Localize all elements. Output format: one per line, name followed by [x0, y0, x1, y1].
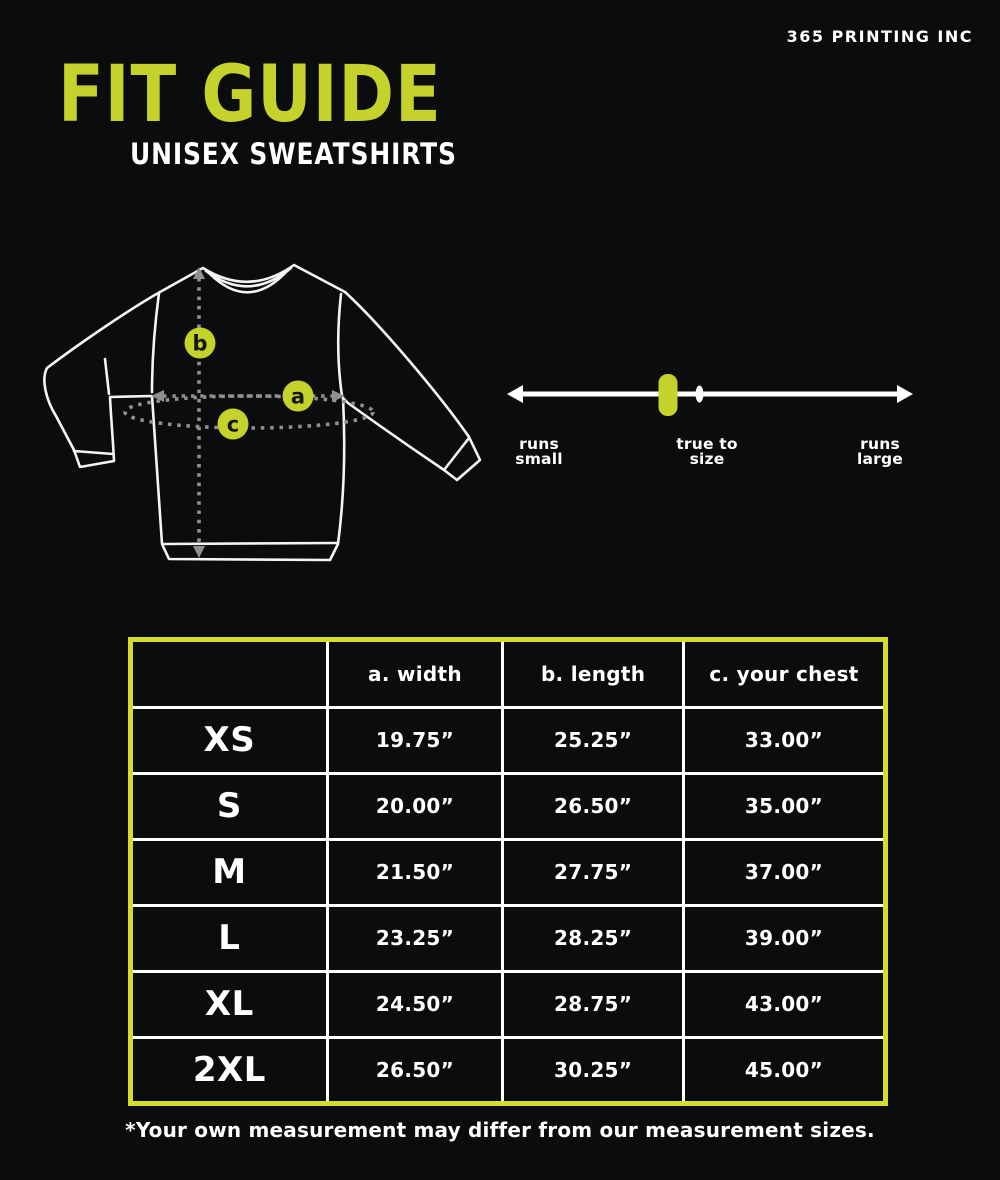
header-chest: c. your chest — [684, 642, 884, 708]
marker-b — [185, 328, 216, 359]
chest-value: 39.00” — [684, 905, 884, 971]
length-value: 25.25” — [503, 708, 684, 774]
size-label: XS — [133, 708, 327, 774]
size-table — [128, 637, 888, 1106]
chest-value: 35.00” — [684, 773, 884, 839]
width-value: 24.50” — [327, 971, 503, 1037]
table-row — [133, 905, 883, 971]
scale-marker-dot — [696, 386, 704, 403]
width-value: 23.25” — [327, 905, 503, 971]
size-label: S — [133, 773, 327, 839]
left-underarm-seam — [105, 359, 109, 394]
sweatshirt-diagram — [30, 240, 500, 590]
header-width: a. width — [327, 642, 503, 708]
length-value: 28.25” — [503, 905, 684, 971]
arrow-down-icon — [193, 546, 205, 558]
page-subtitle: UNISEX SWEATSHIRTS — [130, 137, 457, 171]
sweatshirt-outline — [44, 265, 480, 560]
marker-a-letter: a — [290, 384, 306, 409]
header-length: b. length — [503, 642, 684, 708]
length-value: 30.25” — [503, 1037, 684, 1101]
table-header-row — [133, 642, 883, 708]
length-value: 27.75” — [503, 839, 684, 905]
length-value: 26.50” — [503, 773, 684, 839]
marker-c-letter: c — [226, 412, 240, 437]
page-title: FIT GUIDE — [58, 50, 442, 140]
right-raglan-seam — [338, 294, 342, 396]
scale-arrow-left-icon — [507, 385, 523, 403]
table-row — [133, 839, 883, 905]
size-label: M — [133, 839, 327, 905]
width-value: 19.75” — [327, 708, 503, 774]
marker-b-letter: b — [192, 331, 208, 356]
chest-value: 37.00” — [684, 839, 884, 905]
table-row — [133, 773, 883, 839]
width-value: 20.00” — [327, 773, 503, 839]
header-size — [133, 642, 327, 708]
marker-a — [283, 381, 314, 412]
size-label: XL — [133, 971, 327, 1037]
table-row — [133, 971, 883, 1037]
waistband-line — [163, 543, 337, 544]
brand-name: 365 PRINTING INC — [786, 27, 973, 46]
length-value: 28.75” — [503, 971, 684, 1037]
marker-c — [218, 409, 249, 440]
scale-marker-pill — [659, 374, 678, 416]
table-row — [133, 708, 883, 774]
right-cuff-line — [444, 438, 469, 470]
table-row — [133, 1037, 883, 1101]
scale-label-runs-large: runs large — [856, 435, 904, 468]
width-value: 26.50” — [327, 1037, 503, 1101]
chest-value: 45.00” — [684, 1037, 884, 1101]
size-label: L — [133, 905, 327, 971]
scale-arrow-right-icon — [897, 385, 913, 403]
chest-value: 43.00” — [684, 971, 884, 1037]
scale-label-runs-small: runs small — [515, 435, 563, 468]
left-cuff-line — [74, 451, 113, 454]
size-label: 2XL — [133, 1037, 327, 1101]
scale-label-true-to-size: true to size — [676, 435, 738, 468]
footnote: *Your own measurement may differ from our measurement sizes. — [125, 1118, 875, 1142]
width-value: 21.50” — [327, 839, 503, 905]
left-raglan-seam — [152, 293, 159, 392]
chest-value: 33.00” — [684, 708, 884, 774]
fit-scale — [505, 368, 915, 424]
